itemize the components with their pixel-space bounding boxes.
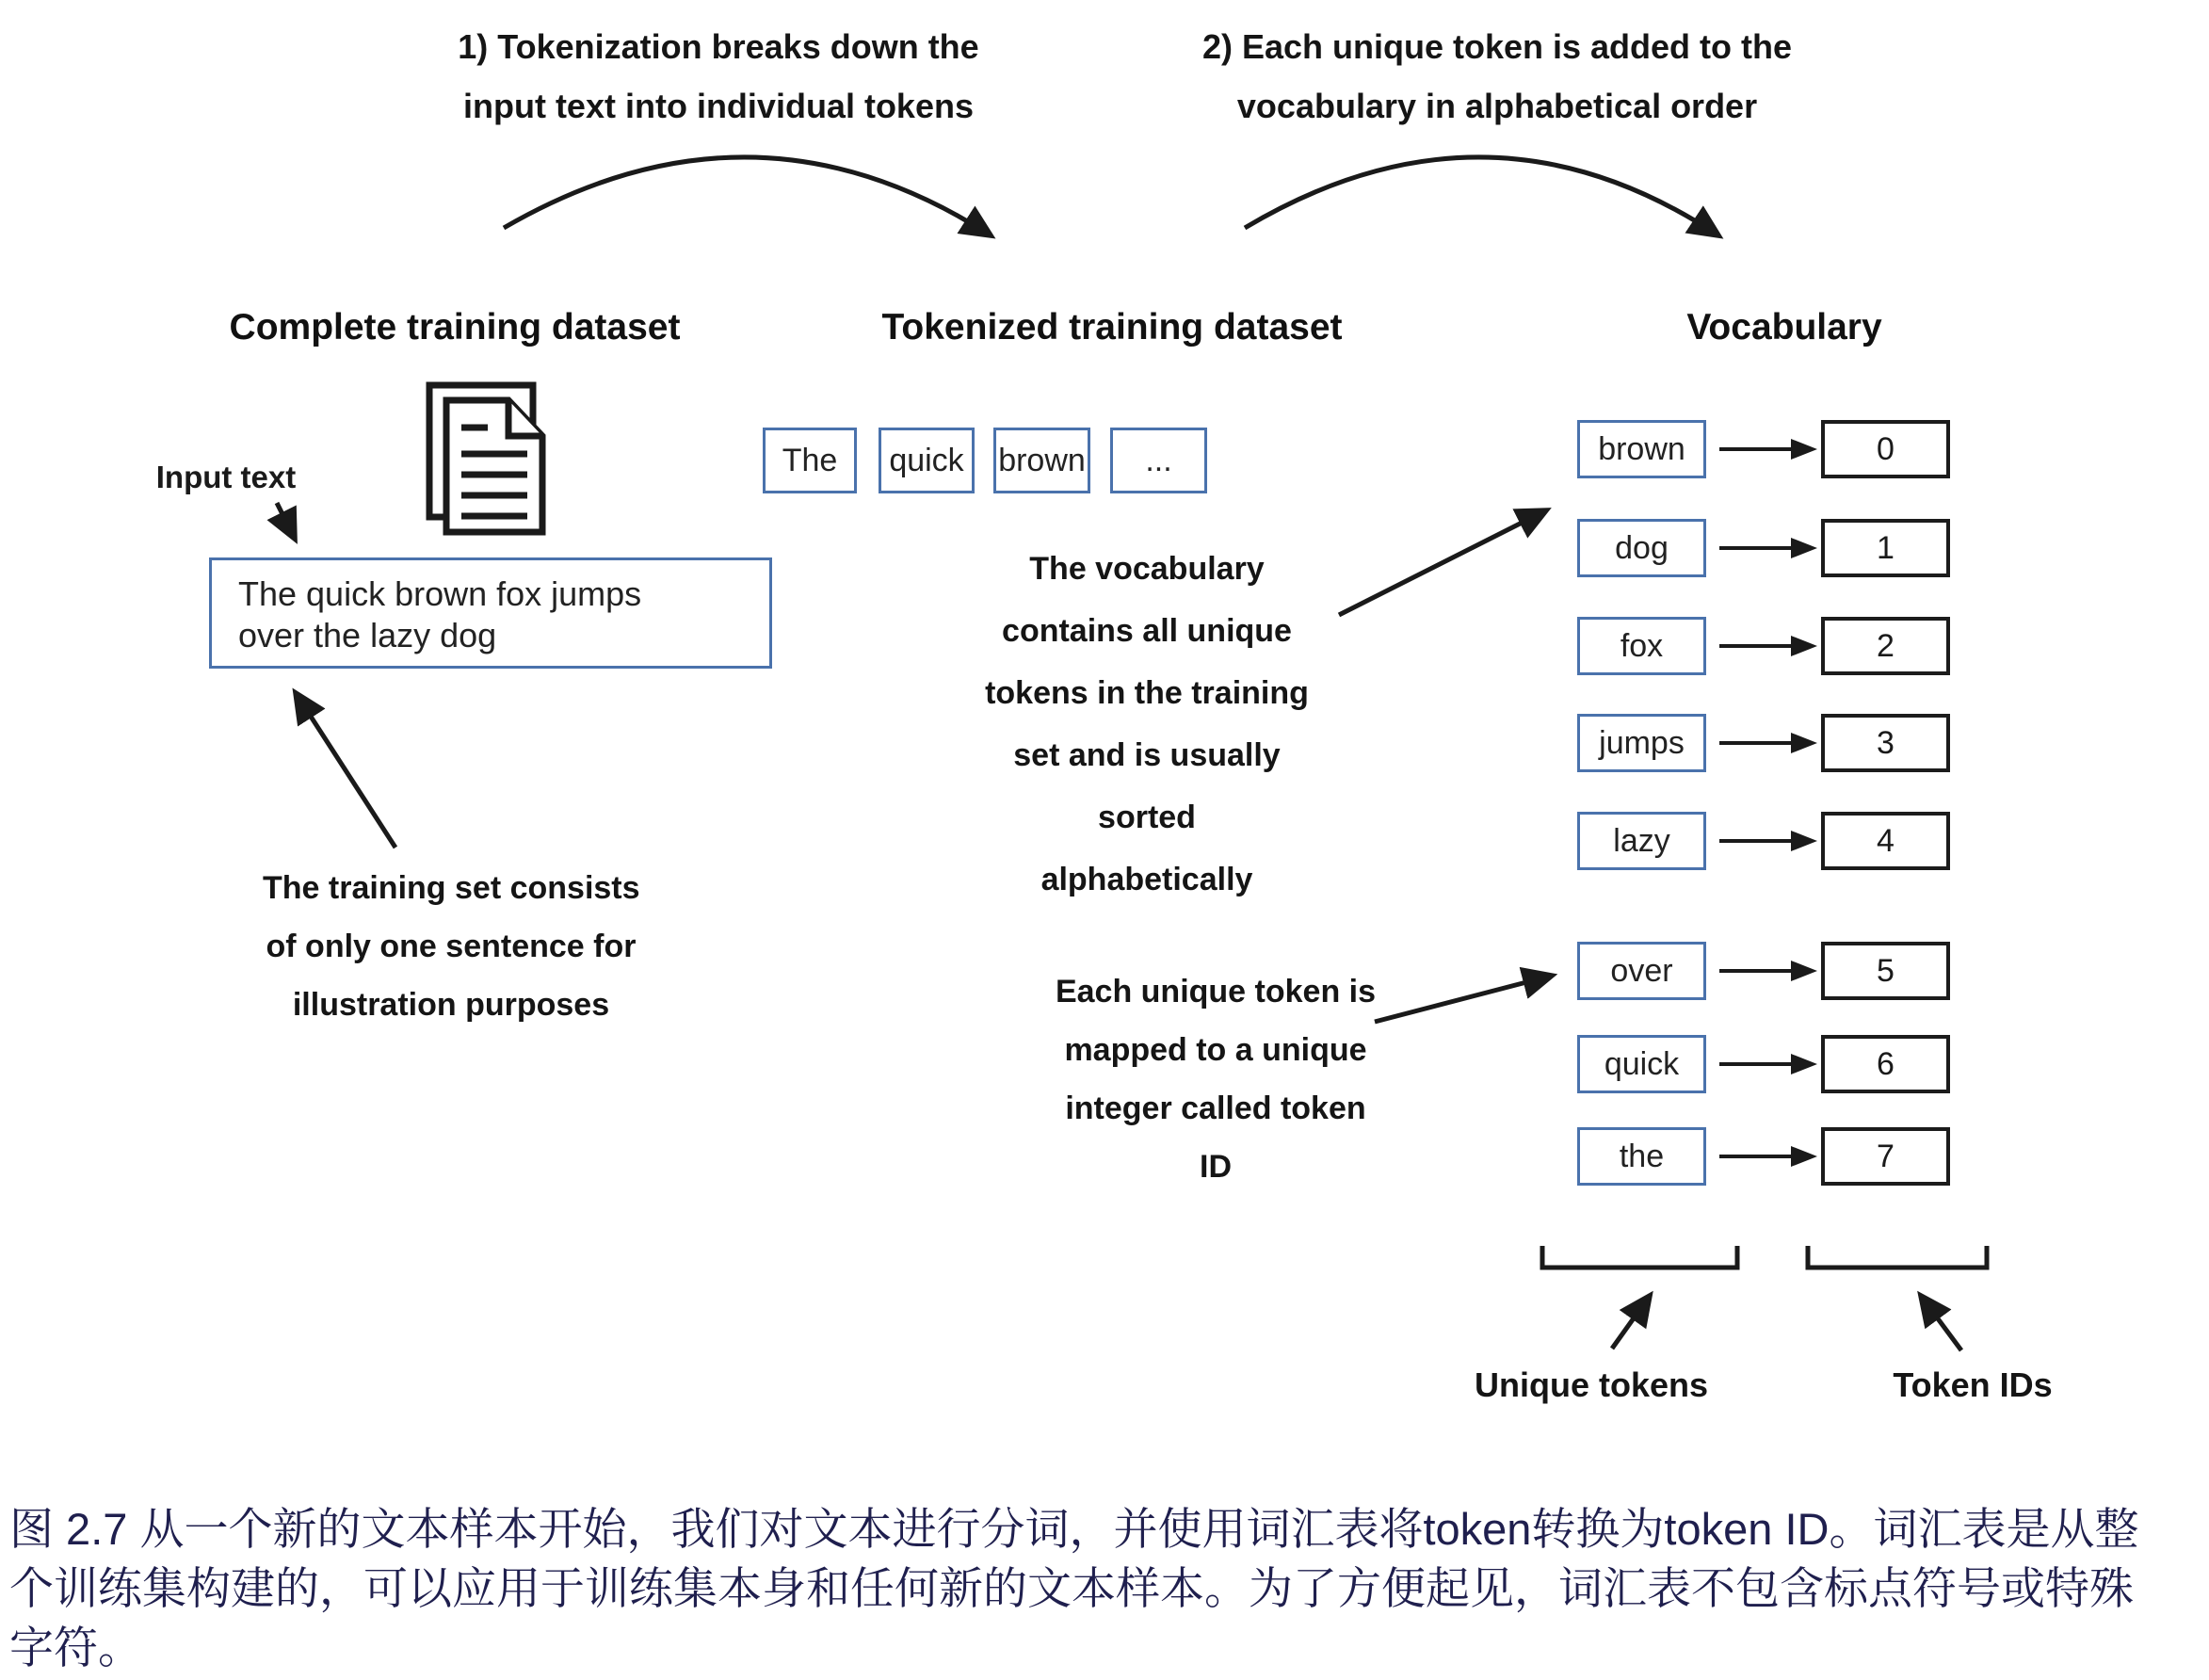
vocab-token-box: brown [1577,420,1706,478]
step1-line1: 1) Tokenization breaks down the [458,27,979,66]
mapping-note-line4: ID [1200,1149,1232,1185]
unique-tokens-arrow [1612,1296,1650,1349]
vocab-id-box: 2 [1821,617,1950,675]
vocab-row [1577,1127,1950,1186]
training-note-line1: The training set consists [263,870,640,906]
right-arrow-icon [1717,1127,1821,1186]
training-note-line2: of only one sentence for [266,929,637,964]
vocab-id-box: 1 [1821,519,1950,577]
training-note [263,859,639,1034]
mapping-note-line2: mapped to a unique [1064,1032,1367,1068]
vocab-note-line5: sorted [1098,800,1196,835]
caption-line1: 图 2.7 从一个新的文本样本开始，我们对文本进行分词，并使用词汇表将token转换为token ID。词汇表是从整 [9,1504,2139,1554]
step1-line2: input text into individual tokens [462,87,974,125]
vocab-note-line4: set and is usually [1013,737,1281,773]
token-ids-bracket [1808,1246,1987,1268]
vocab-id-box: 7 [1821,1127,1950,1186]
training-note-arrow [296,693,395,848]
right-arrow-icon [1717,812,1821,870]
vocab-token-box: lazy [1577,812,1706,870]
right-arrow-icon [1717,714,1821,772]
vocab-id-box: 6 [1821,1035,1950,1093]
input-sentence-line2: over the lazy dog [238,616,497,654]
step1-annotation [417,17,1020,136]
token-box-the: The [763,428,857,493]
vocab-row [1577,1035,1950,1093]
caption-line2: 个训练集构建的，可以应用于训练集本身和任何新的文本样本。为了方便起见，词汇表不包含标点符号或特殊 [9,1563,2134,1613]
step2-line1: 2) Each unique token is added to the [1201,27,1793,66]
right-arrow-icon [1717,617,1821,675]
mapping-note-line3: integer called token [1065,1090,1366,1126]
token-box-quick: quick [879,428,975,493]
vocab-id-box: 5 [1821,942,1950,1000]
step2-curved-arrow [1245,157,1718,235]
vocab-token-box: fox [1577,617,1706,675]
right-arrow-icon [1717,519,1821,577]
vocab-token-box: quick [1577,1035,1706,1093]
header-vocabulary: Vocabulary [1686,307,1882,347]
vocab-note [959,538,1335,911]
vocab-note-line3: tokens in the training [985,675,1309,711]
vocab-row [1577,519,1950,577]
vocab-row [1577,942,1950,1000]
vocab-note-line6: alphabetically [1040,862,1253,897]
token-box-ellipsis: ... [1110,428,1207,493]
vocab-id-box: 0 [1821,420,1950,478]
right-arrow-icon [1717,420,1821,478]
step2-line2: vocabulary in alphabetical order [1236,87,1758,125]
unique-tokens-label: Unique tokens [1474,1365,1709,1404]
unique-tokens-bracket [1542,1246,1737,1268]
vocab-token-box: the [1577,1127,1706,1186]
input-label-arrow [277,503,295,539]
vocab-token-box: dog [1577,519,1706,577]
vocab-row [1577,812,1950,870]
vocab-row [1577,714,1950,772]
step2-annotation [1196,17,1798,136]
vocab-token-box: jumps [1577,714,1706,772]
right-arrow-icon [1717,1035,1821,1093]
input-sentence-line1: The quick brown fox jumps [238,574,642,613]
header-tokenized-training-dataset: Tokenized training dataset [881,307,1343,347]
vocab-token-box: over [1577,942,1706,1000]
token-ids-label: Token IDs [1893,1365,2053,1404]
figure-caption [9,1499,2203,1677]
vocab-note-line2: contains all unique [1002,613,1292,649]
training-note-line3: illustration purposes [292,987,610,1023]
mapping-note [1027,962,1404,1196]
vocab-note-line1: The vocabulary [1029,551,1265,587]
vocab-row [1577,617,1950,675]
header-complete-training-dataset: Complete training dataset [229,307,681,347]
token-box-brown: brown [993,428,1090,493]
token-ids-arrow [1921,1296,1961,1350]
input-text-label: Input text [155,460,297,494]
mapping-note-line1: Each unique token is [1055,974,1377,1010]
caption-line3: 字符。 [9,1623,142,1672]
vocab-note-arrow [1339,510,1546,615]
input-sentence-box [209,557,772,669]
step1-curved-arrow [504,157,991,235]
vocab-row [1577,420,1950,478]
vocab-id-box: 4 [1821,812,1950,870]
document-icon [426,381,548,536]
vocab-id-box: 3 [1821,714,1950,772]
right-arrow-icon [1717,942,1821,1000]
